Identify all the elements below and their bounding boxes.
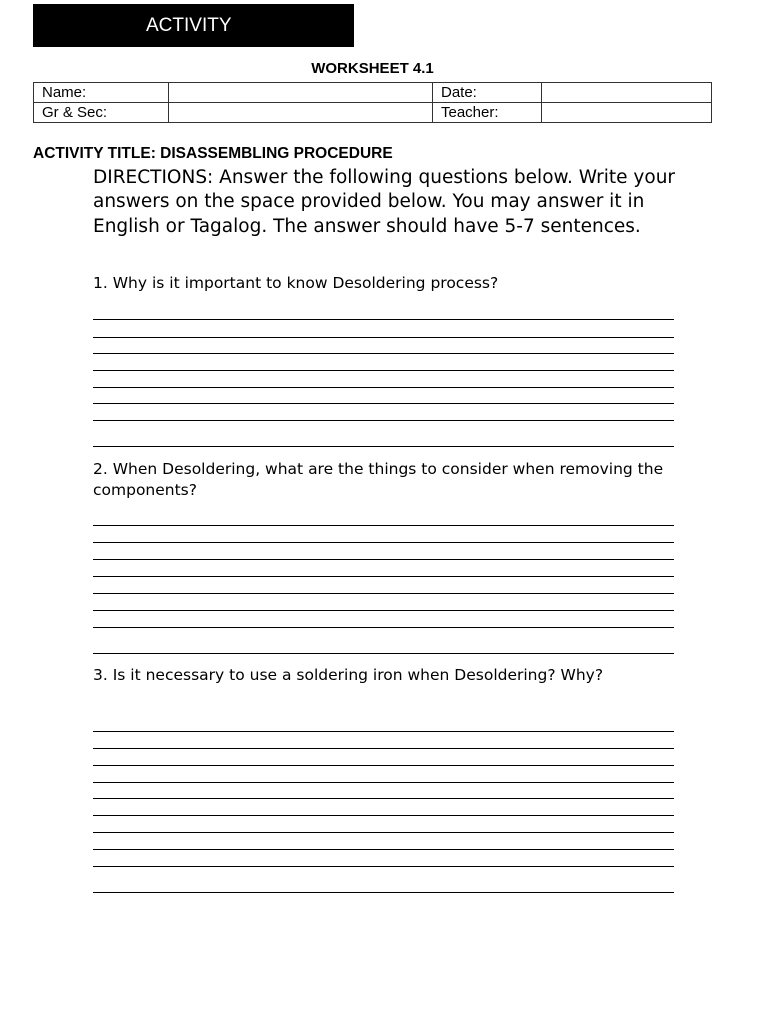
grsec-field[interactable] <box>169 103 433 123</box>
teacher-field[interactable] <box>542 103 712 123</box>
name-field[interactable] <box>169 83 433 103</box>
answer-line[interactable] <box>93 353 674 354</box>
answer-line[interactable] <box>93 576 674 577</box>
info-row-2 <box>34 103 712 123</box>
teacher-label: Teacher: <box>433 103 542 123</box>
answer-line[interactable] <box>93 892 674 893</box>
answer-line[interactable] <box>93 653 674 654</box>
answer-line[interactable] <box>93 319 674 320</box>
question-2: 2. When Desoldering, what are the things to consider when removing the components? <box>93 460 664 499</box>
answer-line[interactable] <box>93 403 674 404</box>
answer-line[interactable] <box>93 627 674 628</box>
answer-line[interactable] <box>93 387 674 388</box>
directions-text: DIRECTIONS: Answer the following questions below. Write your answers on the space provided below. You may answer it in English or Tagalog. The answer should have 5-7 sentences. <box>93 167 676 237</box>
answer-line[interactable] <box>93 798 674 799</box>
info-row-1 <box>34 83 712 103</box>
date-label: Date: <box>433 83 542 103</box>
answer-line[interactable] <box>93 370 674 371</box>
student-info-table <box>33 82 712 123</box>
worksheet-title: WORKSHEET 4.1 <box>311 60 434 77</box>
answer-line[interactable] <box>93 337 674 338</box>
answer-line[interactable] <box>93 748 674 749</box>
banner-text: ACTIVITY <box>146 15 232 36</box>
answer-line[interactable] <box>93 525 674 526</box>
answer-line[interactable] <box>93 610 674 611</box>
question-3: 3. Is it necessary to use a soldering iron when Desoldering? Why? <box>93 666 604 684</box>
answer-line[interactable] <box>93 782 674 783</box>
answer-line[interactable] <box>93 765 674 766</box>
answer-line[interactable] <box>93 866 674 867</box>
answer-line[interactable] <box>93 559 674 560</box>
activity-banner <box>33 4 354 47</box>
answer-line[interactable] <box>93 446 674 447</box>
answer-line[interactable] <box>93 731 674 732</box>
answer-line[interactable] <box>93 832 674 833</box>
answer-line[interactable] <box>93 815 674 816</box>
answer-line[interactable] <box>93 542 674 543</box>
date-field[interactable] <box>542 83 712 103</box>
grsec-label: Gr & Sec: <box>34 103 169 123</box>
activity-title: ACTIVITY TITLE: DISASSEMBLING PROCEDURE <box>33 145 393 162</box>
answer-line[interactable] <box>93 593 674 594</box>
question-1: 1. Why is it important to know Desoldering process? <box>93 274 499 292</box>
answer-line[interactable] <box>93 420 674 421</box>
name-label: Name: <box>34 83 169 103</box>
answer-line[interactable] <box>93 849 674 850</box>
